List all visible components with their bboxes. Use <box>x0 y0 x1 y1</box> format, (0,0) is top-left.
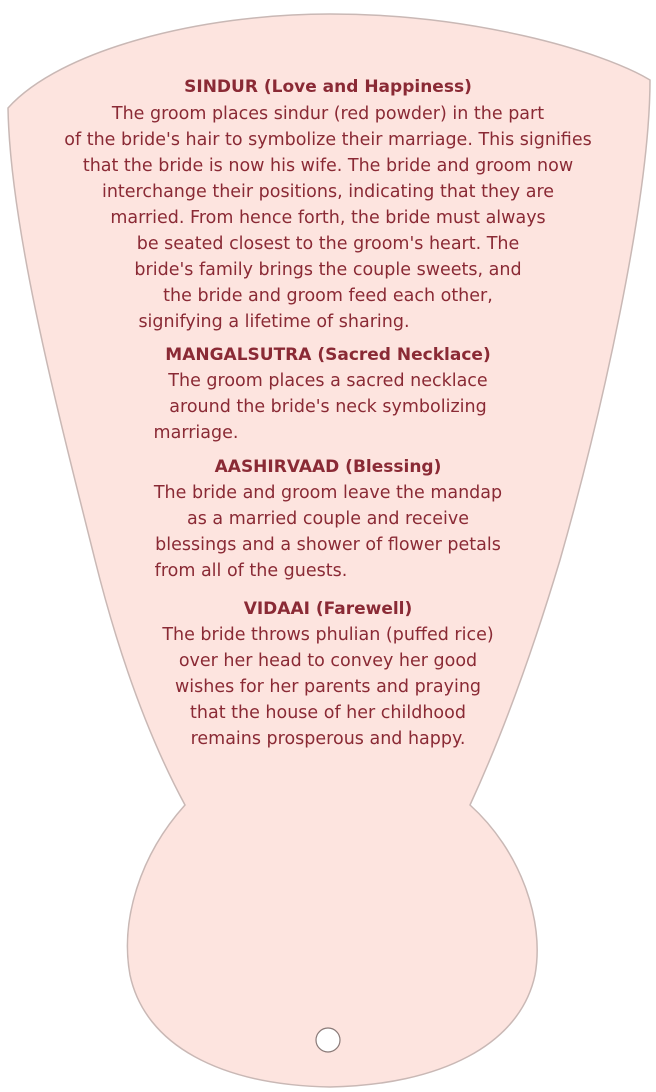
aashirvaad-line-2: as a married couple and receive <box>187 509 469 529</box>
vidaai-line-4: that the house of her childhood <box>190 703 466 723</box>
mangalsutra-line-1: The groom places a sacred necklace <box>168 371 488 391</box>
sindur-line-3: that the bride is now his wife. The bride and groom now <box>82 156 574 176</box>
sindur-line-4: interchange their positions, indicating that they are <box>101 182 555 202</box>
sindur-line-7: bride's family brings the couple sweets, and <box>134 260 522 280</box>
section-heading-mangalsutra: MANGALSUTRA (Sacred Necklace) <box>165 345 491 365</box>
sindur-line-1: The groom places sindur (red powder) in the part <box>111 104 545 124</box>
sindur-line-6: be seated closest to the groom's heart. The <box>136 234 520 254</box>
section-heading-vidaai: VIDAAI (Farewell) <box>243 599 413 619</box>
vidaai-line-2: over her head to convey her good <box>178 651 478 671</box>
aashirvaad-line-3: blessings and a shower of flower petals <box>155 535 501 555</box>
vidaai-line-3: wishes for her parents and praying <box>174 677 482 697</box>
aashirvaad-line-4: from all of the guests. <box>154 561 348 581</box>
sindur-line-2: of the bride's hair to symbolize their marriage. This signifies <box>64 130 592 150</box>
vidaai-line-5: remains prosperous and happy. <box>190 729 466 749</box>
sindur-line-5: married. From hence forth, the bride must always <box>110 208 546 228</box>
sindur-line-9: signifying a lifetime of sharing. <box>138 312 410 332</box>
section-heading-aashirvaad: AASHIRVAAD (Blessing) <box>214 457 442 477</box>
sindur-line-8: the bride and groom feed each other, <box>163 286 493 306</box>
mangalsutra-line-3: marriage. <box>153 423 239 443</box>
section-heading-sindur: SINDUR (Love and Happiness) <box>184 77 472 97</box>
vidaai-line-1: The bride throws phulian (puffed rice) <box>162 625 494 645</box>
aashirvaad-line-1: The bride and groom leave the mandap <box>153 483 503 503</box>
mangalsutra-line-2: around the bride's neck symbolizing <box>169 397 487 417</box>
